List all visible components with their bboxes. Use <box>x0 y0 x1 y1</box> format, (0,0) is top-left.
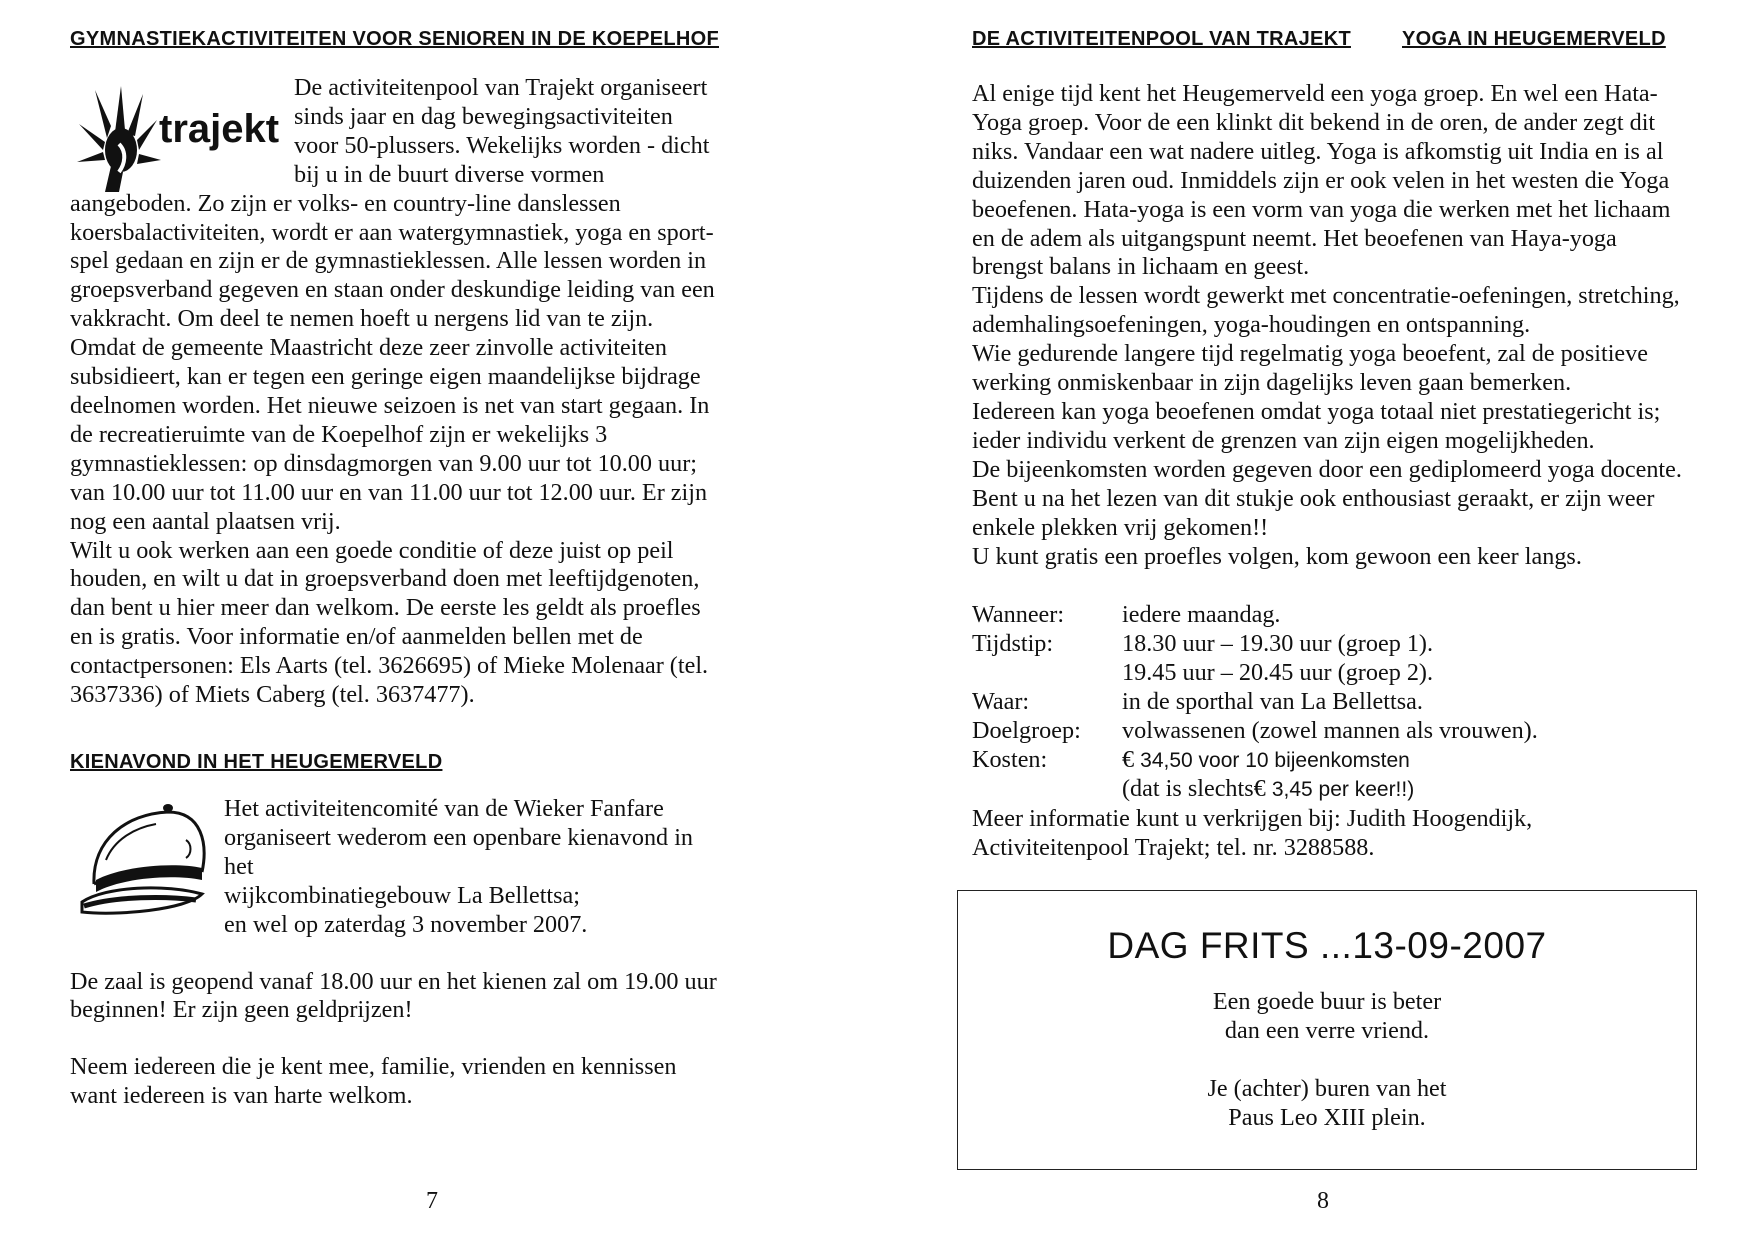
kien-intro-line-1: Het activiteitencomité van de Wieker Fanfare <box>224 795 664 822</box>
schedule-label: Waar: <box>972 687 1030 715</box>
notice-verse <box>958 987 1696 1045</box>
cost-text: 34,50 voor 10 bijeenkomsten <box>1140 748 1410 772</box>
right-page <box>877 0 1754 1240</box>
farewell-notice-box <box>957 890 1697 1170</box>
gym-paragraph-1: De activiteitenpool van Trajekt organiseert sinds jaar en dag bewegingsactiviteiten voor 50-plussers. Wekelijks worden - dicht bij u in de buurt diverse vormen aangeboden. Zo zijn er volks- en country-line danslessen koersbalactiviteiten, wordt er aan watergymnastiek, yoga en sport-spel gedaan en zijn er de gymnastieklessen. Alle lessen worden in groepsverband gegeven en staan onder deskundige leiding van een vakkracht. Om deel te nemen hoeft u nergens lid van te zijn. Omdat de gemeente Maastricht deze zeer zinvolle activiteiten subsidieert, kan er tegen een geringe eigen maandelijkse bijdrage deelnomen worden. Het nieuwe seizoen is net van start gegaan. In de recreatieruimte van de Koepelhof zijn er wekelijks 3 gymnastieklessen: op dinsdagmorgen van 9.00 uur tot 10.00 uur; van 10.00 uur tot 11.00 uur en van 11.00 uur tot 12.00 uur. Er zijn nog een aantal plaatsen vrij. <box>70 74 715 535</box>
gym-article <box>70 74 718 710</box>
gym-heading: GYMNASTIEKACTIVITEITEN VOOR SENIOREN IN DE KOEPELHOF <box>70 28 719 50</box>
yoga-paragraph-7: U kunt gratis een proefles volgen, kom gewoon een keer langs. <box>972 542 1582 570</box>
yoga-schedule <box>972 601 1692 863</box>
pool-heading: DE ACTIVITEITENPOOL VAN TRAJEKT <box>972 28 1351 50</box>
schedule-label: Wanneer: <box>972 601 1065 628</box>
schedule-row <box>972 630 1692 659</box>
yoga-paragraph-1: Al enige tijd kent het Heugemerveld een yoga groep. En wel een Hata-Yoga groep. Voor de een klinkt dit bekend in de oren, de ander zegt dit niks. Vandaar een wat nadere uitleg. Yoga is afkomstig uit India en is al duizenden jaren oud. Inmiddels zijn er ook velen in het westen die Yoga beoefenen. Hata-yoga is een vorm van yoga die werken met het lichaam en de adem als uitgangspunt neemt. Het beoefenen van Haya-yoga brengst balans in lichaam en geest. <box>972 80 1671 281</box>
schedule-label: Doelgroep: <box>972 716 1081 744</box>
notice-line: Een goede buur is beter <box>1212 988 1442 1015</box>
schedule-row <box>972 601 1692 630</box>
schedule-label <box>972 775 1122 805</box>
contact-line-2: Activiteitenpool Trajekt; tel. nr. 3288588. <box>972 834 1375 862</box>
schedule-row <box>972 717 1692 746</box>
euro-sign: € <box>1253 775 1266 803</box>
kien-article <box>70 795 718 1111</box>
yoga-paragraph-6: Bent u na het lezen van dit stukje ook enthousiast geraakt, er zijn weer enkele plekken vrij gekomen!! <box>972 484 1655 541</box>
yoga-paragraph-3: Wie gedurende langere tijd regelmatig yoga beoefent, zal de positieve werking onmiskenbaar in zijn dagelijks leven gaan bemerken. <box>972 340 1648 397</box>
cost-note-prefix: (dat is slechts <box>1122 775 1254 803</box>
cost-note-text: 3,45 per keer!!) <box>1271 778 1415 802</box>
schedule-label: Kosten: <box>972 745 1048 773</box>
page-number-right: 8 <box>1317 1188 1329 1214</box>
schedule-row <box>972 688 1692 717</box>
schedule-label <box>972 659 1122 688</box>
page-number-left: 7 <box>426 1188 438 1214</box>
yoga-article <box>972 80 1692 571</box>
contact-line-1: Meer informatie kunt u verkrijgen bij: Judith Hoogendijk, <box>972 805 1533 833</box>
yoga-heading: YOGA IN HEUGEMERVELD <box>1402 28 1666 50</box>
kien-intro <box>70 795 718 940</box>
yoga-paragraph-5: De bijeenkomsten worden gegeven door een gediplomeerd yoga docente. <box>972 455 1682 483</box>
notice-line: Je (achter) buren van het <box>1207 1075 1447 1102</box>
kien-paragraph-2: De zaal is geopend vanaf 18.00 uur en het kienen zal om 19.00 uur beginnen! Er zijn geen geldprijzen! <box>70 967 717 1024</box>
gym-paragraph-2: Wilt u ook werken aan een goede conditie of deze juist op peil houden, en wilt u dat in groepsverband doen met leeftijdgenoten, dan bent u hier meer dan welkom. De eerste les geldt als proefles en is gratis. Voor informatie en/of aanmelden bellen met de contactpersonen: Els Aarts (tel. 3626695) of Mieke Molenaar (tel. 3637336) of Miets Caberg (tel. 3637477). <box>70 536 709 709</box>
schedule-value <box>1122 775 1414 805</box>
schedule-value: iedere maandag. <box>1122 601 1281 628</box>
notice-title: DAG FRITS ...13-09-2007 <box>1107 925 1547 966</box>
schedule-value: 19.45 uur – 20.45 uur (groep 2). <box>1122 658 1434 686</box>
schedule-value: 18.30 uur – 19.30 uur (groep 1). <box>1122 629 1434 657</box>
schedule-row <box>972 659 1692 688</box>
logo-wordmark: trajekt <box>159 107 280 151</box>
kien-paragraph-3: Neem iedereen die je kent mee, familie, vrienden en kennissen want iedereen is van harte welkom. <box>70 1053 677 1110</box>
schedule-row <box>972 775 1692 805</box>
notice-line: dan een verre vriend. <box>1224 1017 1430 1044</box>
schedule-value: in de sporthal van La Bellettsa. <box>1122 687 1423 715</box>
notice-line: Paus Leo XIII plein. <box>1228 1104 1426 1131</box>
schedule-label: Tijdstip: <box>972 629 1054 657</box>
yoga-paragraph-2: Tijdens de lessen wordt gewerkt met concentratie-oefeningen, stretching, ademhalingsoefeningen, yoga-houdingen en ontspanning. <box>972 282 1680 339</box>
yoga-paragraph-4: Iedereen kan yoga beoefenen omdat yoga totaal niet prestatiegericht is; ieder individu verkent de grenzen van zijn eigen mogelijkheden. <box>972 397 1661 454</box>
schedule-value: volwassenen (zowel mannen als vrouwen). <box>1122 716 1538 744</box>
schedule-value <box>1122 746 1410 776</box>
notice-signature <box>958 1074 1696 1132</box>
euro-sign: € <box>1122 745 1135 773</box>
schedule-row <box>972 746 1692 776</box>
kien-intro-line-3: wijkcombinatiegebouw La Bellettsa; <box>224 881 580 909</box>
kien-intro-line-2: organiseert wederom een openbare kienavond in het <box>224 823 694 880</box>
kien-heading: KIENAVOND IN HET HEUGEMERVELD <box>70 751 443 773</box>
kien-intro-line-4: en wel op zaterdag 3 november 2007. <box>224 910 588 938</box>
